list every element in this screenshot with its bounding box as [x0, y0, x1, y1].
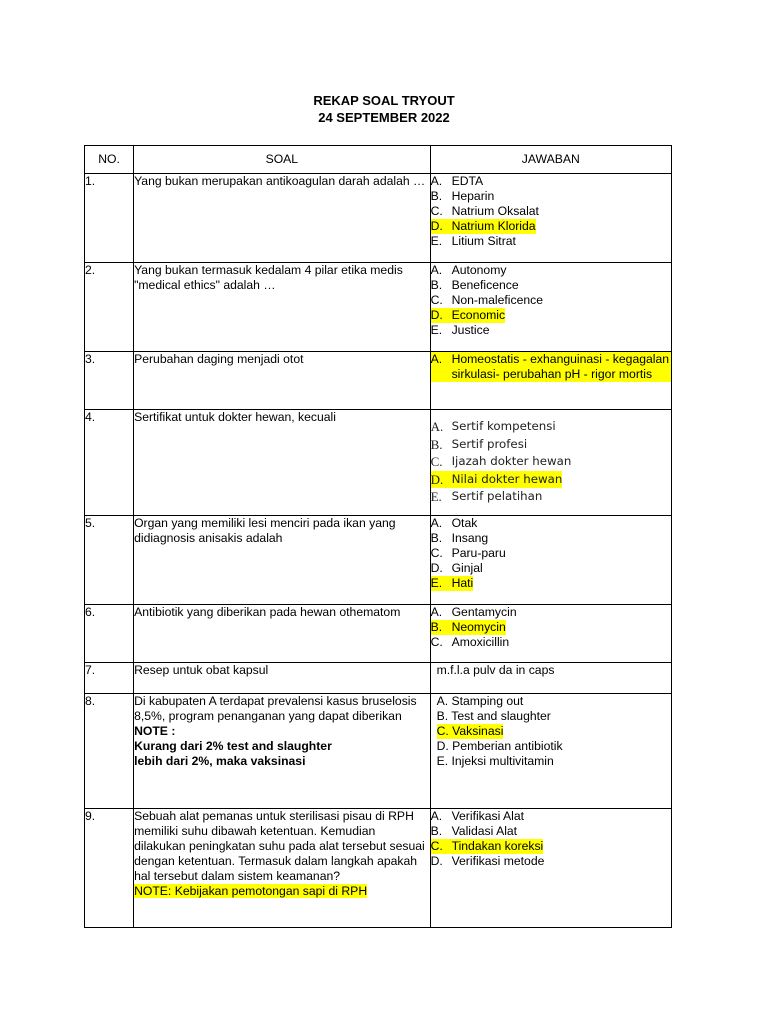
- option-item: B. Validasi Alat: [430, 824, 518, 838]
- option-item: A. Verifikasi Alat: [430, 809, 525, 823]
- option-item: E. Sertif pelatihan: [430, 489, 543, 504]
- option-item: E. Injeksi multivitamin: [436, 754, 554, 768]
- answer-cell: m.f.l.a pulv da in caps: [430, 663, 671, 694]
- question-text: Yang bukan termasuk kedalam 4 pilar etika medis "medical ethics" adalah …: [134, 263, 431, 352]
- note-label: NOTE :: [134, 724, 176, 738]
- option-item-correct: D. Natrium Klorida: [430, 219, 536, 233]
- row-number: 4.: [85, 410, 134, 516]
- option-item: A. Otak: [430, 516, 478, 530]
- option-item: B. Beneficence: [430, 278, 519, 292]
- table-row: [85, 410, 672, 516]
- table-row: [85, 663, 672, 694]
- row-number: 8.: [85, 694, 134, 809]
- option-item-correct: D. Nilai dokter hewan: [430, 471, 563, 487]
- option-item: E. Justice: [430, 323, 490, 337]
- table-row: [85, 263, 672, 352]
- option-list: [431, 516, 671, 591]
- option-item: E. Litium Sitrat: [430, 234, 516, 248]
- option-item-correct: C. Vaksinasi: [436, 724, 504, 738]
- row-number: 9.: [85, 809, 134, 928]
- answer-cell: [430, 516, 671, 605]
- table-row: [85, 694, 672, 809]
- row-number: 5.: [85, 516, 134, 605]
- row-number: 3.: [85, 352, 134, 410]
- option-item: C. Paru-paru: [430, 546, 506, 560]
- question-text: Sebuah alat pemanas untuk sterilisasi pisau di RPH memiliki suhu dibawah ketentuan. Kemudian dilakukan peningkatan suhu pada alat tersebut sesuai dengan ketentuan. Termasuk dalam langkah apakah hal tersebut dalam sistem keamanan?: [134, 809, 425, 883]
- answer-cell: [430, 694, 671, 809]
- option-item: B. Insang: [430, 531, 489, 545]
- table-row: [85, 516, 672, 605]
- question-text: Resep untuk obat kapsul: [134, 663, 431, 694]
- table-row: [85, 605, 672, 663]
- header-no: NO.: [85, 146, 134, 174]
- answer-cell: [430, 809, 671, 928]
- option-item: C. Natrium Oksalat: [430, 204, 539, 218]
- question-table: [84, 145, 672, 928]
- option-item: A. Sertif kompetensi: [430, 419, 556, 434]
- header-soal: SOAL: [134, 146, 431, 174]
- row-number: 1.: [85, 174, 134, 263]
- option-list: [431, 809, 671, 869]
- option-item-correct: D. Economic: [430, 308, 506, 322]
- question-cell: [134, 809, 431, 928]
- question-text: Di kabupaten A terdapat prevalensi kasus bruselosis 8,5%, program penanganan yang dapat diberikan: [134, 694, 417, 723]
- question-text: Sertifikat untuk dokter hewan, kecuali: [134, 410, 431, 516]
- option-item: B. Heparin: [430, 189, 495, 203]
- option-list: [431, 263, 671, 338]
- option-item: A. EDTA: [430, 174, 484, 188]
- document-title: [0, 92, 768, 126]
- option-item-correct: C. Tindakan koreksi: [430, 839, 544, 853]
- answer-cell: [430, 263, 671, 352]
- title-line-1: REKAP SOAL TRYOUT: [313, 93, 455, 108]
- answer-cell: [430, 410, 671, 516]
- table-row: [85, 352, 672, 410]
- row-number: 6.: [85, 605, 134, 663]
- note-line: Kurang dari 2% test and slaughter: [134, 739, 332, 753]
- option-list: [431, 605, 671, 650]
- option-item: A. Gentamycin: [430, 605, 517, 619]
- option-item: D. Ginjal: [430, 561, 483, 575]
- option-item: A. Autonomy: [430, 263, 507, 277]
- question-text: Yang bukan merupakan antikoagulan darah adalah …: [134, 174, 431, 263]
- option-item: D. Pemberian antibiotik: [436, 739, 563, 753]
- answer-cell: [430, 605, 671, 663]
- question-text: Perubahan daging menjadi otot: [134, 352, 431, 410]
- question-text: Antibiotik yang diberikan pada hewan othematom: [134, 605, 431, 663]
- note-highlight: NOTE: Kebijakan pemotongan sapi di RPH: [134, 884, 368, 898]
- option-list: [431, 352, 671, 382]
- option-item: C. Ijazah dokter hewan: [430, 454, 572, 469]
- option-list: [437, 694, 671, 769]
- question-cell: [134, 694, 431, 809]
- question-text: Organ yang memiliki lesi menciri pada ikan yang didiagnosis anisakis adalah: [134, 516, 431, 605]
- option-item: A. Stamping out: [436, 694, 524, 708]
- note-line: lebih dari 2%, maka vaksinasi: [134, 754, 306, 768]
- title-line-2: 24 SEPTEMBER 2022: [318, 110, 450, 125]
- answer-cell: [430, 174, 671, 263]
- answer-cell: [430, 352, 671, 410]
- table-row: [85, 174, 672, 263]
- row-number: 2.: [85, 263, 134, 352]
- option-item-correct: E. Hati: [430, 576, 474, 590]
- option-list: [431, 418, 671, 506]
- row-number: 7.: [85, 663, 134, 694]
- option-item-correct: A. Homeostatis - exhanguinasi - kegagalan sirkulasi- perubahan pH - rigor mortis: [430, 352, 670, 381]
- header-jawaban: JAWABAN: [430, 146, 671, 174]
- option-item-correct: B. Neomycin: [430, 620, 506, 634]
- option-item: D. Verifikasi metode: [430, 854, 545, 868]
- option-item: B. Sertif profesi: [430, 436, 528, 452]
- option-item: C. Non-maleficence: [430, 293, 544, 307]
- table-row: [85, 809, 672, 928]
- option-list: [431, 174, 671, 249]
- option-item: C. Amoxicillin: [430, 635, 510, 649]
- option-item: B. Test and slaughter: [436, 709, 551, 723]
- table-header-row: [85, 146, 672, 174]
